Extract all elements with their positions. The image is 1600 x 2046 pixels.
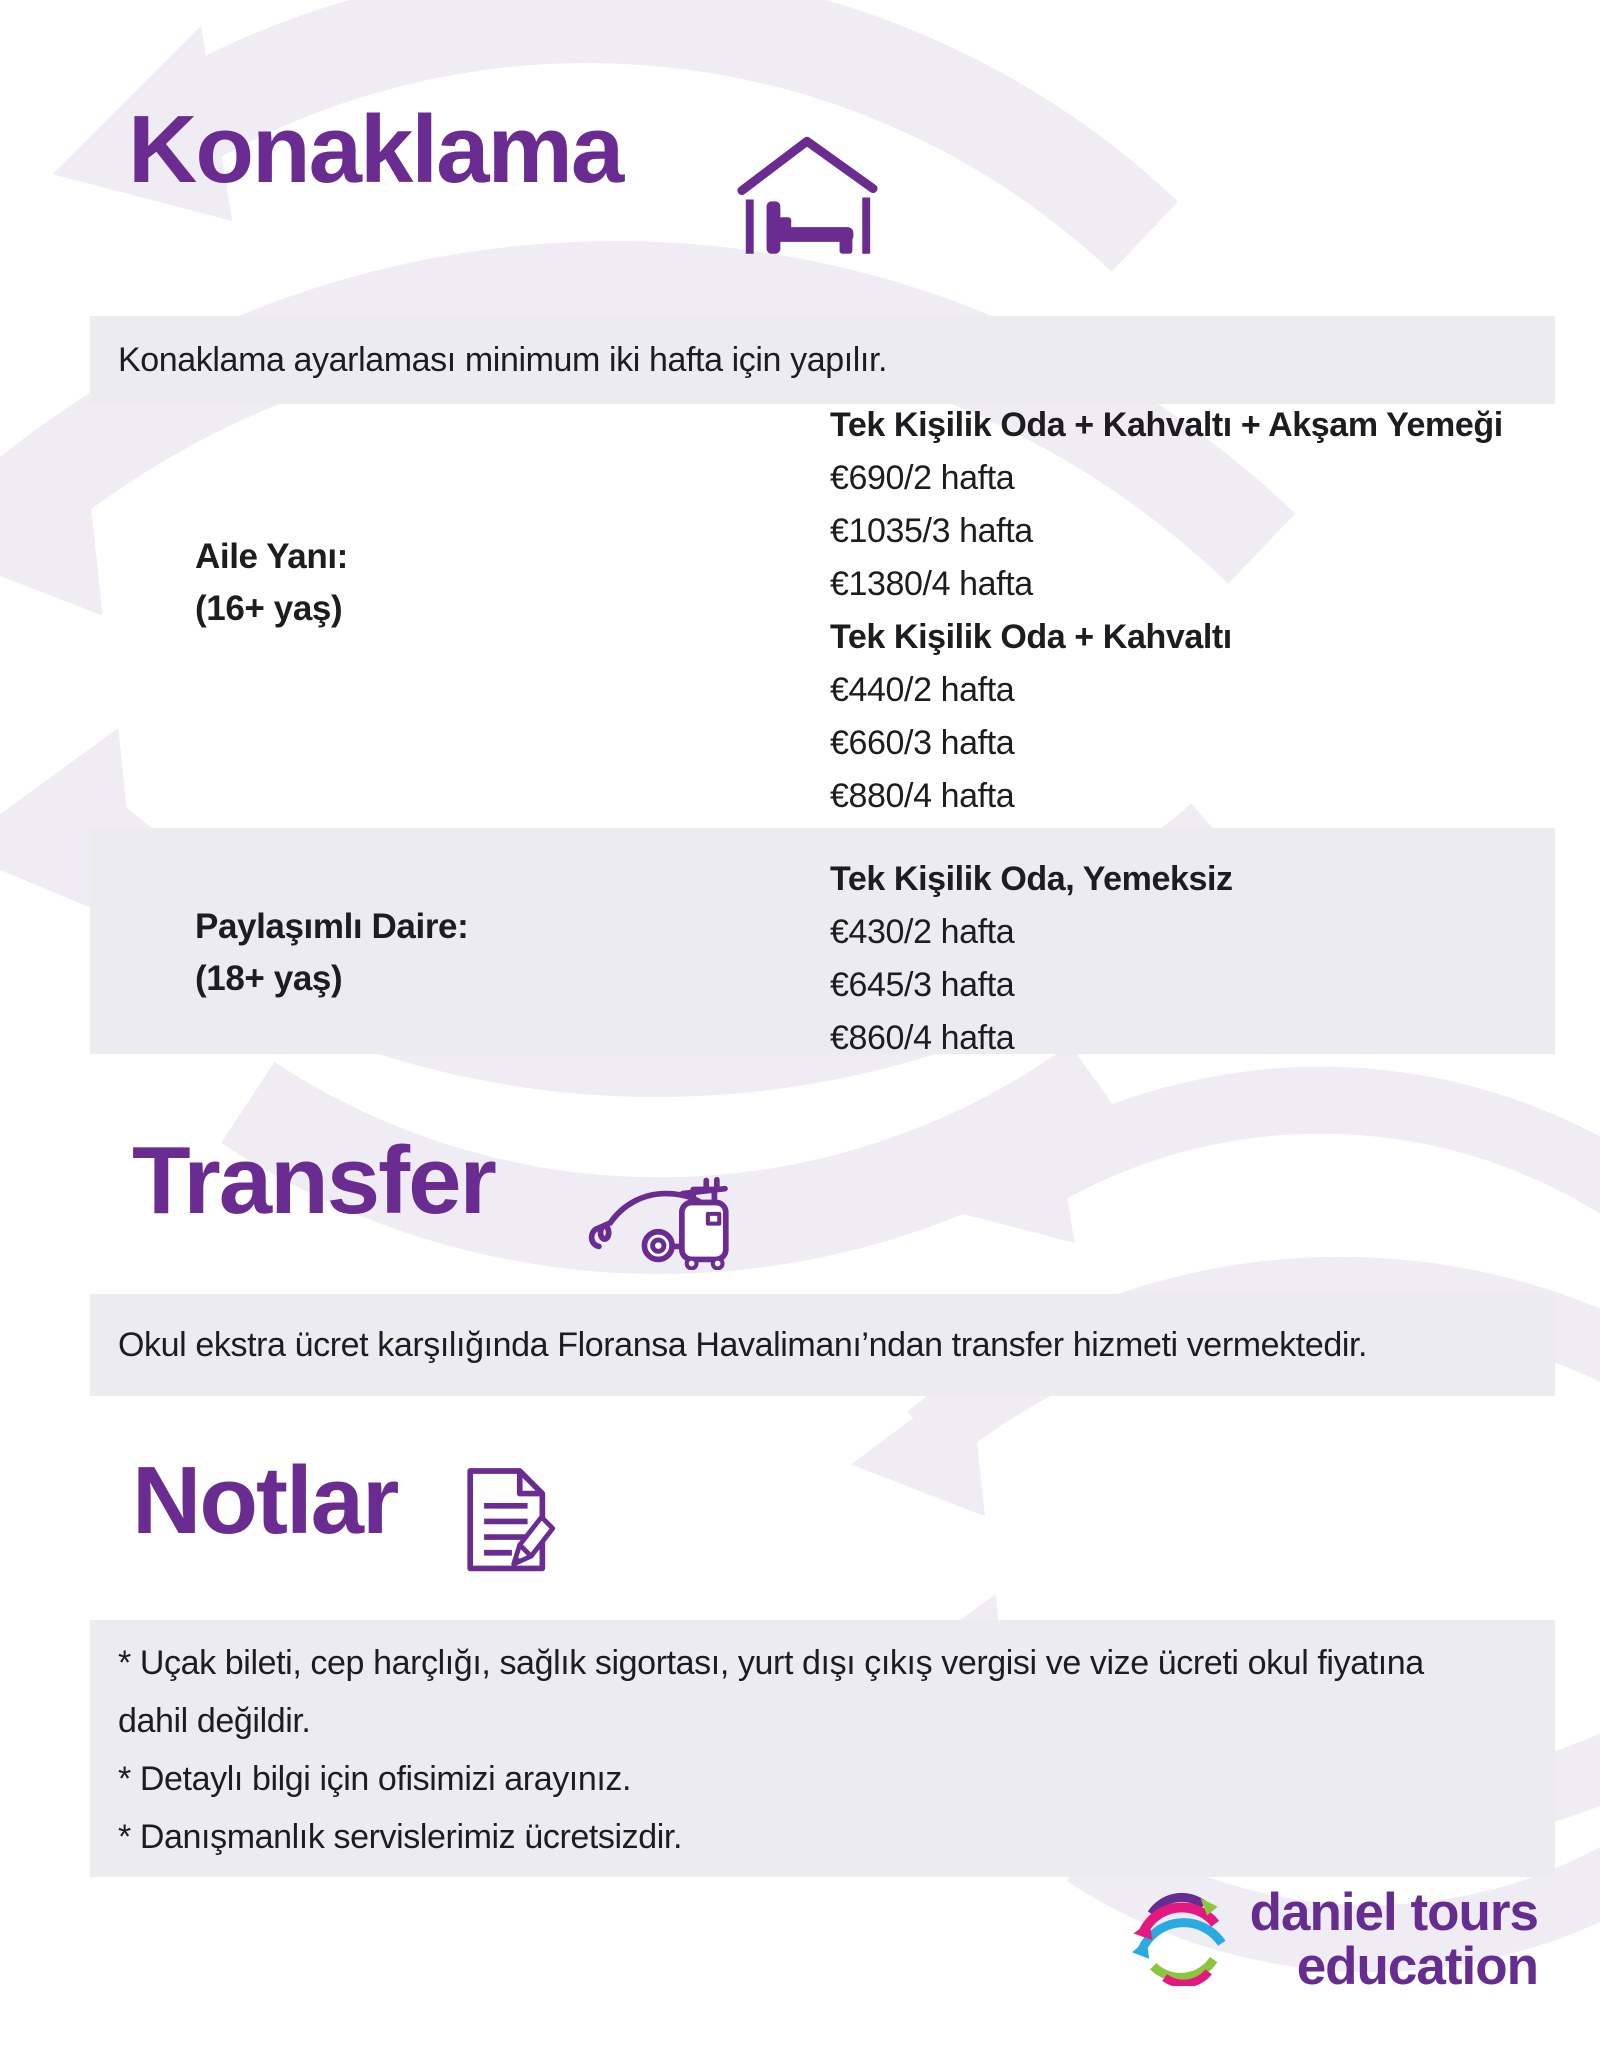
price-line: €1035/3 hafta xyxy=(830,512,1033,550)
price-line: €430/2 hafta xyxy=(830,913,1015,951)
price-line: €860/4 hafta xyxy=(830,1019,1015,1057)
note-line: * Uçak bileti, cep harçlığı, sağlık sigortası, yurt dışı çıkış vergisi ve vize ücreti okul fiyatına xyxy=(118,1644,1424,1682)
option-title: Tek Kişilik Oda + Kahvaltı + Akşam Yemeği xyxy=(830,406,1503,444)
konaklama-banner xyxy=(90,316,1555,404)
daniel-tours-wordmark xyxy=(1249,1883,1538,1997)
option-title: Tek Kişilik Oda, Yemeksiz xyxy=(830,860,1233,898)
price-column-paylasimli-daire xyxy=(830,853,1233,1065)
transfer-banner xyxy=(90,1294,1555,1396)
konaklama-title: Konaklama xyxy=(128,96,623,203)
price-line: €440/2 hafta xyxy=(830,671,1015,709)
notlar-band xyxy=(90,1620,1555,1877)
notlar-title: Notlar xyxy=(132,1447,398,1554)
daniel-tours-globe-icon xyxy=(1132,1890,1234,1986)
price-line: €1380/4 hafta xyxy=(830,565,1033,603)
price-line: €880/4 hafta xyxy=(830,777,1015,815)
price-column-aile-yani xyxy=(830,399,1503,823)
bed-in-house-icon xyxy=(733,133,881,259)
price-line: €660/3 hafta xyxy=(830,724,1015,762)
notes-list xyxy=(90,1620,1555,1866)
option-title: Tek Kişilik Oda + Kahvaltı xyxy=(830,618,1232,656)
price-line: €645/3 hafta xyxy=(830,966,1015,1004)
notes-and-pencil-icon xyxy=(458,1460,558,1582)
row-label-aile-yani xyxy=(195,531,348,635)
transfer-title: Transfer xyxy=(132,1127,495,1234)
price-line: €690/2 hafta xyxy=(830,459,1015,497)
row-label-line2: (18+ yaş) xyxy=(195,959,343,998)
daniel-tours-logo xyxy=(1132,1883,1538,1997)
note-line: * Detaylı bilgi için ofisimizi arayınız. xyxy=(118,1760,632,1798)
note-line: dahil değildir. xyxy=(118,1702,311,1740)
row-label-paylasimli-daire xyxy=(195,901,468,1005)
konaklama-banner-text: Konaklama ayarlaması minimum iki hafta için yapılır. xyxy=(118,340,888,379)
row-label-line1: Paylaşımlı Daire: xyxy=(195,907,469,946)
transfer-banner-text: Okul ekstra ücret karşılığında Floransa Havalimanı’ndan transfer hizmeti vermektedir. xyxy=(118,1325,1368,1364)
note-line: * Danışmanlık servislerimiz ücretsizdir. xyxy=(118,1818,683,1856)
row-label-line2: (16+ yaş) xyxy=(195,589,343,628)
row-label-line1: Aile Yanı: xyxy=(195,537,348,576)
car-with-luggage-icon xyxy=(585,1148,747,1270)
logo-line1: daniel tours xyxy=(1249,1883,1538,1942)
logo-line2: education xyxy=(1296,1937,1538,1997)
